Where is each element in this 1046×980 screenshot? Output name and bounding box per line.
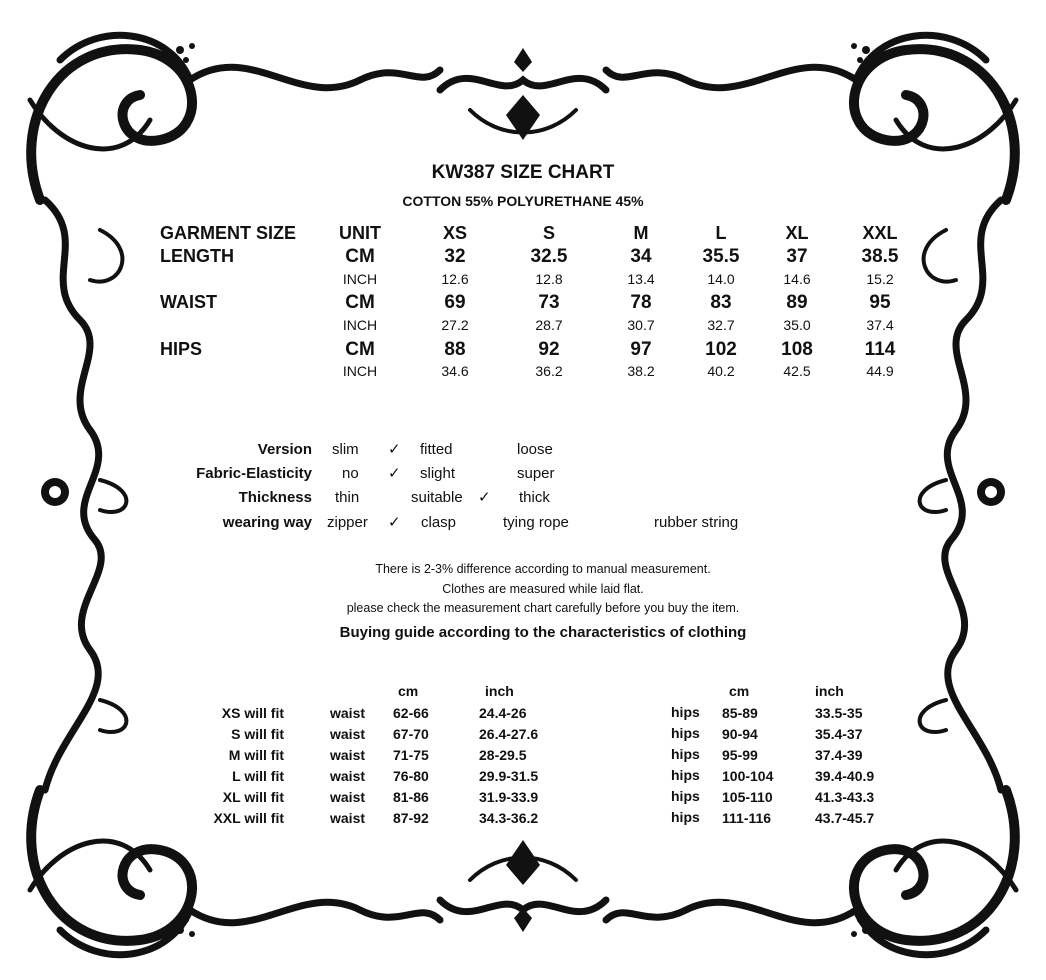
guide-waist-label: waist [330, 726, 366, 742]
attr-label-version: Version [257, 441, 312, 458]
attr-option: zipper [327, 514, 368, 531]
guide-hips-label: hips [671, 725, 700, 741]
table-cell: 38.2 [627, 363, 655, 379]
attr-option: clasp [421, 514, 457, 531]
guide-hips-label: hips [671, 809, 700, 825]
guide-hips-label: hips [671, 746, 700, 762]
table-cell: 97 [630, 339, 652, 360]
table-cell: 32 [444, 246, 466, 267]
bottom-center-ornament [506, 840, 540, 885]
row-label-hips: HIPS [160, 339, 203, 359]
table-cell: 28.7 [535, 317, 563, 333]
table-cell: 73 [538, 292, 560, 313]
guide-cm-header: cm [398, 683, 419, 699]
table-cell: 12.6 [441, 271, 469, 287]
unit-inch: INCH [342, 363, 378, 379]
guide-hips-inch: 33.5-35 [815, 705, 863, 721]
attr-label-wearing-way: wearing way [222, 514, 312, 531]
check-mark-icon: ✓ [478, 489, 491, 506]
guide-waist-cm: 81-86 [393, 789, 429, 805]
guide-hips-label: hips [671, 704, 700, 720]
attr-option: rubber string [654, 514, 739, 531]
guide-hips-cm: 100-104 [722, 768, 774, 784]
guide-size-label: S will fit [231, 726, 284, 742]
guide-waist-inch: 29.9-31.5 [479, 768, 539, 784]
attr-option: tying rope [503, 514, 569, 531]
table-cell: 15.2 [866, 271, 894, 287]
unit-inch: INCH [342, 317, 378, 333]
unit-header: UNIT [339, 223, 381, 243]
guide-waist-inch: 31.9-33.9 [479, 789, 539, 805]
check-mark-icon: ✓ [388, 441, 401, 458]
guide-waist-label: waist [330, 810, 366, 826]
guide-hips-inch: 41.3-43.3 [815, 789, 875, 805]
check-mark-icon: ✓ [388, 514, 401, 531]
attr-option: thin [335, 489, 360, 506]
corner-swirl-top-right [854, 35, 1016, 200]
attr-option: slight [420, 465, 456, 482]
table-cell: 108 [781, 339, 813, 360]
guide-waist-label: waist [330, 705, 366, 721]
table-cell: 37 [786, 246, 808, 267]
table-cell: 88 [444, 339, 466, 360]
note-line: There is 2-3% difference according to manual measurement. [375, 562, 711, 576]
attr-label-fabric-elasticity: Fabric-Elasticity [196, 465, 312, 482]
table-cell: 42.5 [783, 363, 811, 379]
attr-option: loose [517, 441, 553, 458]
attr-option: suitable [411, 489, 463, 506]
guide-size-label: XXL will fit [213, 810, 284, 826]
unit-cm: CM [345, 339, 375, 360]
table-cell: 92 [538, 339, 560, 360]
guide-size-label: L will fit [232, 768, 284, 784]
corner-swirl-bottom-left [30, 790, 192, 955]
size-header: S [542, 223, 555, 243]
corner-swirl-bottom-right [854, 790, 1016, 955]
size-header: XS [442, 223, 467, 243]
guide-hips-inch: 39.4-40.9 [815, 768, 875, 784]
guide-waist-inch: 26.4-27.6 [479, 726, 539, 742]
material-composition: COTTON 55% POLYURETHANE 45% [402, 193, 644, 209]
table-cell: 34.6 [441, 363, 469, 379]
table-cell: 37.4 [866, 317, 894, 333]
guide-size-label: XL will fit [222, 789, 284, 805]
guide-hips-inch: 43.7-45.7 [815, 810, 875, 826]
unit-cm: CM [345, 246, 375, 267]
guide-waist-inch: 24.4-26 [479, 705, 527, 721]
attr-option: super [517, 465, 555, 482]
guide-waist-inch: 34.3-36.2 [479, 810, 539, 826]
table-cell: 78 [630, 292, 652, 313]
chart-title: KW387 SIZE CHART [431, 162, 615, 183]
table-cell: 14.0 [707, 271, 735, 287]
table-cell: 36.2 [535, 363, 563, 379]
table-cell: 32.5 [530, 246, 568, 267]
guide-waist-cm: 87-92 [393, 810, 429, 826]
guide-waist-inch: 28-29.5 [479, 747, 527, 763]
guide-hips-cm: 95-99 [722, 747, 758, 763]
table-cell: 44.9 [866, 363, 894, 379]
table-cell: 12.8 [535, 271, 563, 287]
guide-hips-cm: 105-110 [722, 789, 773, 805]
table-cell: 30.7 [627, 317, 655, 333]
guide-hips-cm: 111-116 [722, 810, 772, 826]
table-cell: 32.7 [707, 317, 735, 333]
guide-waist-label: waist [330, 789, 366, 805]
note-line: please check the measurement chart carefully before you buy the item. [346, 601, 740, 615]
table-cell: 95 [869, 292, 891, 313]
unit-cm: CM [345, 292, 375, 313]
table-cell: 34 [630, 246, 652, 267]
unit-inch: INCH [342, 271, 378, 287]
table-cell: 14.6 [783, 271, 811, 287]
guide-hips-cm: 90-94 [722, 726, 758, 742]
guide-inch-header: inch [485, 683, 514, 699]
guide-waist-cm: 67-70 [393, 726, 429, 742]
size-header: XL [785, 223, 809, 243]
guide-hips-label: hips [671, 767, 700, 783]
guide-hips-inch: 35.4-37 [815, 726, 863, 742]
attr-label-thickness: Thickness [238, 489, 312, 506]
corner-swirl-top-left [30, 35, 192, 200]
table-cell: 38.5 [861, 246, 899, 267]
guide-hips-cm: 85-89 [722, 705, 758, 721]
table-cell: 13.4 [627, 271, 655, 287]
size-header: XXL [862, 223, 898, 243]
guide-hips-inch: 37.4-39 [815, 747, 863, 763]
table-cell: 40.2 [707, 363, 735, 379]
guide-inch-header: inch [815, 683, 844, 699]
size-header: L [715, 223, 727, 243]
guide-waist-label: waist [330, 768, 366, 784]
table-cell: 27.2 [441, 317, 469, 333]
table-cell: 83 [710, 292, 732, 313]
guide-size-label: XS will fit [221, 705, 284, 721]
guide-waist-label: waist [330, 747, 366, 763]
row-label-length: LENGTH [160, 246, 234, 266]
guide-size-label: M will fit [228, 747, 284, 763]
table-cell: 35.0 [783, 317, 811, 333]
attr-option: slim [332, 441, 359, 458]
garment-size-header: GARMENT SIZE [160, 223, 297, 243]
buying-guide-title: Buying guide according to the characteristics of clothing [339, 624, 747, 641]
attr-option: fitted [420, 441, 453, 458]
attr-option: no [342, 465, 359, 482]
table-cell: 35.5 [702, 246, 740, 267]
table-cell: 114 [864, 339, 896, 360]
table-cell: 89 [786, 292, 808, 313]
guide-cm-header: cm [729, 683, 750, 699]
guide-waist-cm: 71-75 [393, 747, 429, 763]
note-line: Clothes are measured while laid flat. [442, 582, 644, 596]
table-cell: 69 [444, 292, 466, 313]
guide-waist-cm: 62-66 [393, 705, 429, 721]
size-header: M [633, 223, 649, 243]
guide-hips-label: hips [671, 788, 700, 804]
guide-waist-cm: 76-80 [393, 768, 429, 784]
attr-option: thick [519, 489, 550, 506]
check-mark-icon: ✓ [388, 465, 401, 482]
table-cell: 102 [705, 339, 737, 360]
row-label-waist: WAIST [160, 292, 217, 312]
